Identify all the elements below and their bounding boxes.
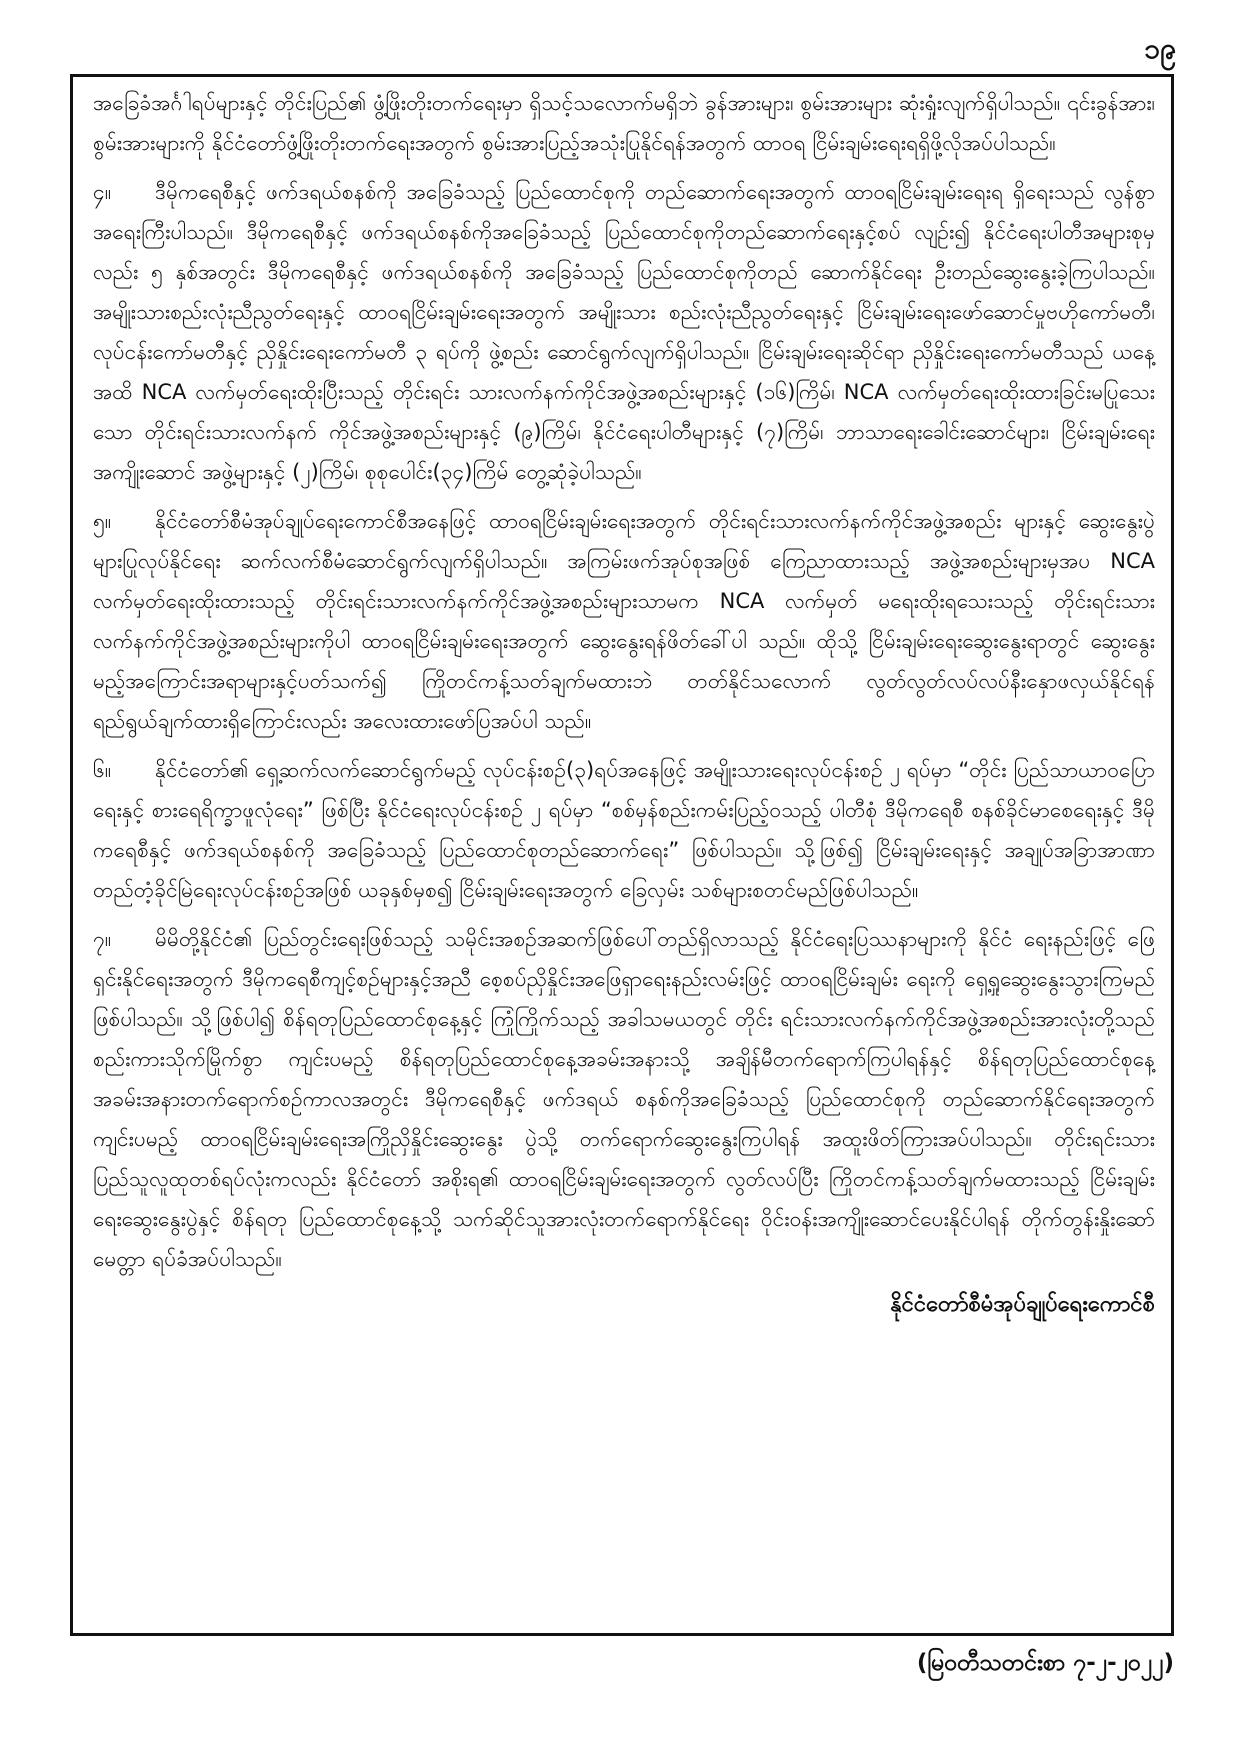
paragraph-text: မိမိတို့နိုင်ငံ၏ ပြည်တွင်းရေးဖြစ်သည့် သမိုင်းအစဉ်အဆက်ဖြစ်ပေါ်တည်ရှိလာသည့် နိုင်ငံရေးပြဿနာများကို နိုင်ငံ ရေးနည်းဖြင့် ဖြေရှင်းနိုင်ရေးအတွက် ဒီမိုကရေစီကျင့်စဉ်များနှင့်အညီ စေ့စပ်ညှိနှိုင်းအဖြေရှာရေးနည်းလမ်းဖြင့် ထာဝရငြိမ်းချမ်း ရေးကို ရှေ့ရှုဆွေးနွေးသွားကြမည်ဖြစ်ပါသည်။ သို့ဖြစ်ပါ၍ စိန်ရတုပြည်ထောင်စုနေ့နှင့် ကြုံကြိုက်သည့် အခါသမယတွင် တိုင်း ရင်းသားလက်နက်ကိုင်အဖွဲ့အစည်းအားလုံးတို့သည် စည်းကားသိုက်မြိုက်စွာ ကျင်းပမည့် စိန်ရတုပြည်ထောင်စုနေ့အခမ်းအနားသို့ အချိန်မီတက်ရောက်ကြပါရန်နှင့် စိန်ရတုပြည်ထောင်စုနေ့အခမ်းအနားတက်ရောက်စဉ်ကာလအတွင်း ဒီမိုကရေစီနှင့် ဖက်ဒရယ် စနစ်ကိုအခြေခံသည့် ပြည်ထောင်စုကို တည်ဆောက်နိုင်ရေးအတွက် ကျင်းပမည့် ထာဝရငြိမ်းချမ်းရေးအကြိုညှိနှိုင်းဆွေးနွေး ပွဲသို့ တက်ရောက်ဆွေးနွေးကြပါရန် အထူးဖိတ်ကြားအပ်ပါသည်။ တိုင်းရင်းသားပြည်သူလူထုတစ်ရပ်လုံးကလည်း နိုင်ငံတော် အစိုးရ၏ ထာဝရငြိမ်းချမ်းရေးအတွက် လွတ်လပ်ပြီး ကြိုတင်ကန့်သတ်ချက်မထားသည့် ငြိမ်းချမ်းရေးဆွေးနွေးပွဲနှင့် စိန်ရတု ပြည်ထောင်စုနေ့သို့ သက်ဆိုင်သူအားလုံးတက်ရောက်နိုင်ရေး ဝိုင်းဝန်းအကျိုးဆောင်ပေးနိုင်ပါရန် တိုက်တွန်းနှိုးဆော်မေတ္တာ ရပ်ခံအပ်ပါသည်။ — [93, 927, 1155, 1271]
page-number: ၁၉ — [1144, 32, 1176, 65]
paragraph-text: နိုင်ငံတော်စီမံအုပ်ချုပ်ရေးကောင်စီအနေဖြင့် ထာဝရငြိမ်းချမ်းရေးအတွက် တိုင်းရင်းသားလက်နက်ကိုင်အဖွဲ့အစည်း များနှင့် ဆွေးနွေးပွဲများပြုလုပ်နိုင်ရေး ဆက်လက်စီမံဆောင်ရွက်လျက်ရှိပါသည်။ အကြမ်းဖက်အုပ်စုအဖြစ် ကြေညာထားသည့် အဖွဲ့အစည်းများမှအပ NCA လက်မှတ်ရေးထိုးထားသည့် တိုင်းရင်းသားလက်နက်ကိုင်အဖွဲ့အစည်းများသာမက NCA လက်မှတ် မရေးထိုးရသေးသည့် တိုင်းရင်းသားလက်နက်ကိုင်အဖွဲ့အစည်းများကိုပါ ထာဝရငြိမ်းချမ်းရေးအတွက် ဆွေးနွေးရန်ဖိတ်ခေါ်ပါ သည်။ ထိုသို့ ငြိမ်းချမ်းရေးဆွေးနွေးရာတွင် ဆွေးနွေးမည့်အကြောင်းအရာများနှင့်ပတ်သက်၍ ကြိုတင်ကန့်သတ်ချက်မထားဘဲ တတ်နိုင်သလောက် လွတ်လွတ်လပ်လပ်နီးနှောဖလှယ်နိုင်ရန် ရည်ရွယ်ချက်ထားရှိကြောင်းလည်း အလေးထားဖော်ပြအပ်ပါ သည်။ — [93, 509, 1155, 733]
paragraph-text: နိုင်ငံတော်၏ ရှေ့ဆက်လက်ဆောင်ရွက်မည့် လုပ်ငန်းစဉ်(၃)ရပ်အနေဖြင့် အမျိုးသားရေးလုပ်ငန်းစဉ် ၂ ရပ်မှာ “တိုင်း ပြည်သာယာဝပြောရေးနှင့် စားရေရိက္ခာဖူလုံရေး” ဖြစ်ပြီး နိုင်ငံရေးလုပ်ငန်းစဉ် ၂ ရပ်မှာ “စစ်မှန်စည်းကမ်းပြည့်ဝသည့် ပါတီစုံ ဒီမိုကရေစီ စနစ်ခိုင်မာစေရေးနှင့် ဒီမိုကရေစီနှင့် ဖက်ဒရယ်စနစ်ကို အခြေခံသည့် ပြည်ထောင်စုတည်ဆောက်ရေး” ဖြစ်ပါသည်။ သို့ဖြစ်၍ ငြိမ်းချမ်းရေးနှင့် အချုပ်အခြာအာဏာတည်တံ့ခိုင်မြဲရေးလုပ်ငန်းစဉ်အဖြစ် ယခုနှစ်မှစ၍ ငြိမ်းချမ်းရေးအတွက် ခြေလှမ်း သစ်များစတင်မည်ဖြစ်ပါသည်။ — [93, 758, 1155, 902]
paragraph-7 — [93, 919, 1155, 1279]
paragraph-number: ၅။ — [93, 509, 112, 533]
paragraph-number: ၄။ — [93, 180, 112, 204]
paragraph-text: ဒီမိုကရေစီနှင့် ဖက်ဒရယ်စနစ်ကို အခြေခံသည့် ပြည်ထောင်စုကို တည်ဆောက်ရေးအတွက် ထာဝရငြိမ်းချမ်းရေးရ ရှိရေးသည် လွန်စွာအရေးကြီးပါသည်။ ဒီမိုကရေစီနှင့် ဖက်ဒရယ်စနစ်ကိုအခြေခံသည့် ပြည်ထောင်စုကိုတည်ဆောက်ရေးနှင့်စပ် လျဉ်း၍ နိုင်ငံရေးပါတီအများစုမှလည်း ၅ နှစ်အတွင်း ဒီမိုကရေစီနှင့် ဖက်ဒရယ်စနစ်ကို အခြေခံသည့် ပြည်ထောင်စုကိုတည် ဆောက်နိုင်ရေး ဦးတည်ဆွေးနွေးခဲ့ကြပါသည်။ အမျိုးသားစည်းလုံးညီညွတ်ရေးနှင့် ထာဝရငြိမ်းချမ်းရေးအတွက် အမျိုးသား စည်းလုံးညီညွတ်ရေးနှင့် ငြိမ်းချမ်းရေးဖော်ဆောင်မှုဗဟိုကော်မတီ၊ လုပ်ငန်းကော်မတီနှင့် ညှိနှိုင်းရေးကော်မတီ ၃ ရပ်ကို ဖွဲ့စည်း ဆောင်ရွက်လျက်ရှိပါသည်။ ငြိမ်းချမ်းရေးဆိုင်ရာ ညှိနှိုင်းရေးကော်မတီသည် ယနေ့အထိ NCA လက်မှတ်ရေးထိုးပြီးသည့် တိုင်းရင်း သားလက်နက်ကိုင်အဖွဲ့အစည်းများနှင့် (၁၆)ကြိမ်၊ NCA လက်မှတ်ရေးထိုးထားခြင်းမပြုသေးသော တိုင်းရင်းသားလက်နက် ကိုင်အဖွဲ့အစည်းများနှင့် (၉)ကြိမ်၊ နိုင်ငံရေးပါတီများနှင့် (၇)ကြိမ်၊ ဘာသာရေးခေါင်းဆောင်များ၊ ငြိမ်းချမ်းရေးအကျိုးဆောင် အဖွဲ့များနှင့် (၂)ကြိမ်၊ စုစုပေါင်း(၃၄)ကြိမ် တွေ့ဆုံခဲ့ပါသည်။ — [93, 180, 1155, 484]
paragraph-number: ၇။ — [93, 927, 112, 951]
source-citation: (မြဝတီသတင်းစာ ၇-၂-၂၀၂၂) — [916, 1650, 1174, 1676]
paragraph-4 — [93, 172, 1155, 492]
paragraph-5 — [93, 501, 1155, 741]
signature: နိုင်ငံတော်စီမံအုပ်ချုပ်ရေးကောင်စီ — [890, 1292, 1155, 1317]
paragraph-number: ၆။ — [93, 758, 112, 782]
intro-paragraph: အခြေခံအင်္ဂါရပ်များနှင့် တိုင်းပြည်၏ ဖွံ့ဖြိုးတိုးတက်ရေးမှာ ရှိသင့်သလောက်မရှိဘဲ ခွန်အားများ၊ စွမ်းအားများ ဆုံးရှုံးလျက်ရှိပါသည်။ ၎င်းခွန်အား၊ စွမ်းအားများကို နိုင်ငံတော်ဖွံ့ဖြိုးတိုးတက်ရေးအတွက် စွမ်းအားပြည့်အသုံးပြုနိုင်ရန်အတွက် ထာဝရ ငြိမ်းချမ်းရေးရရှိဖို့လိုအပ်ပါသည်။ — [93, 91, 1155, 155]
paragraph-6 — [93, 750, 1155, 910]
document-frame — [70, 74, 1174, 1636]
